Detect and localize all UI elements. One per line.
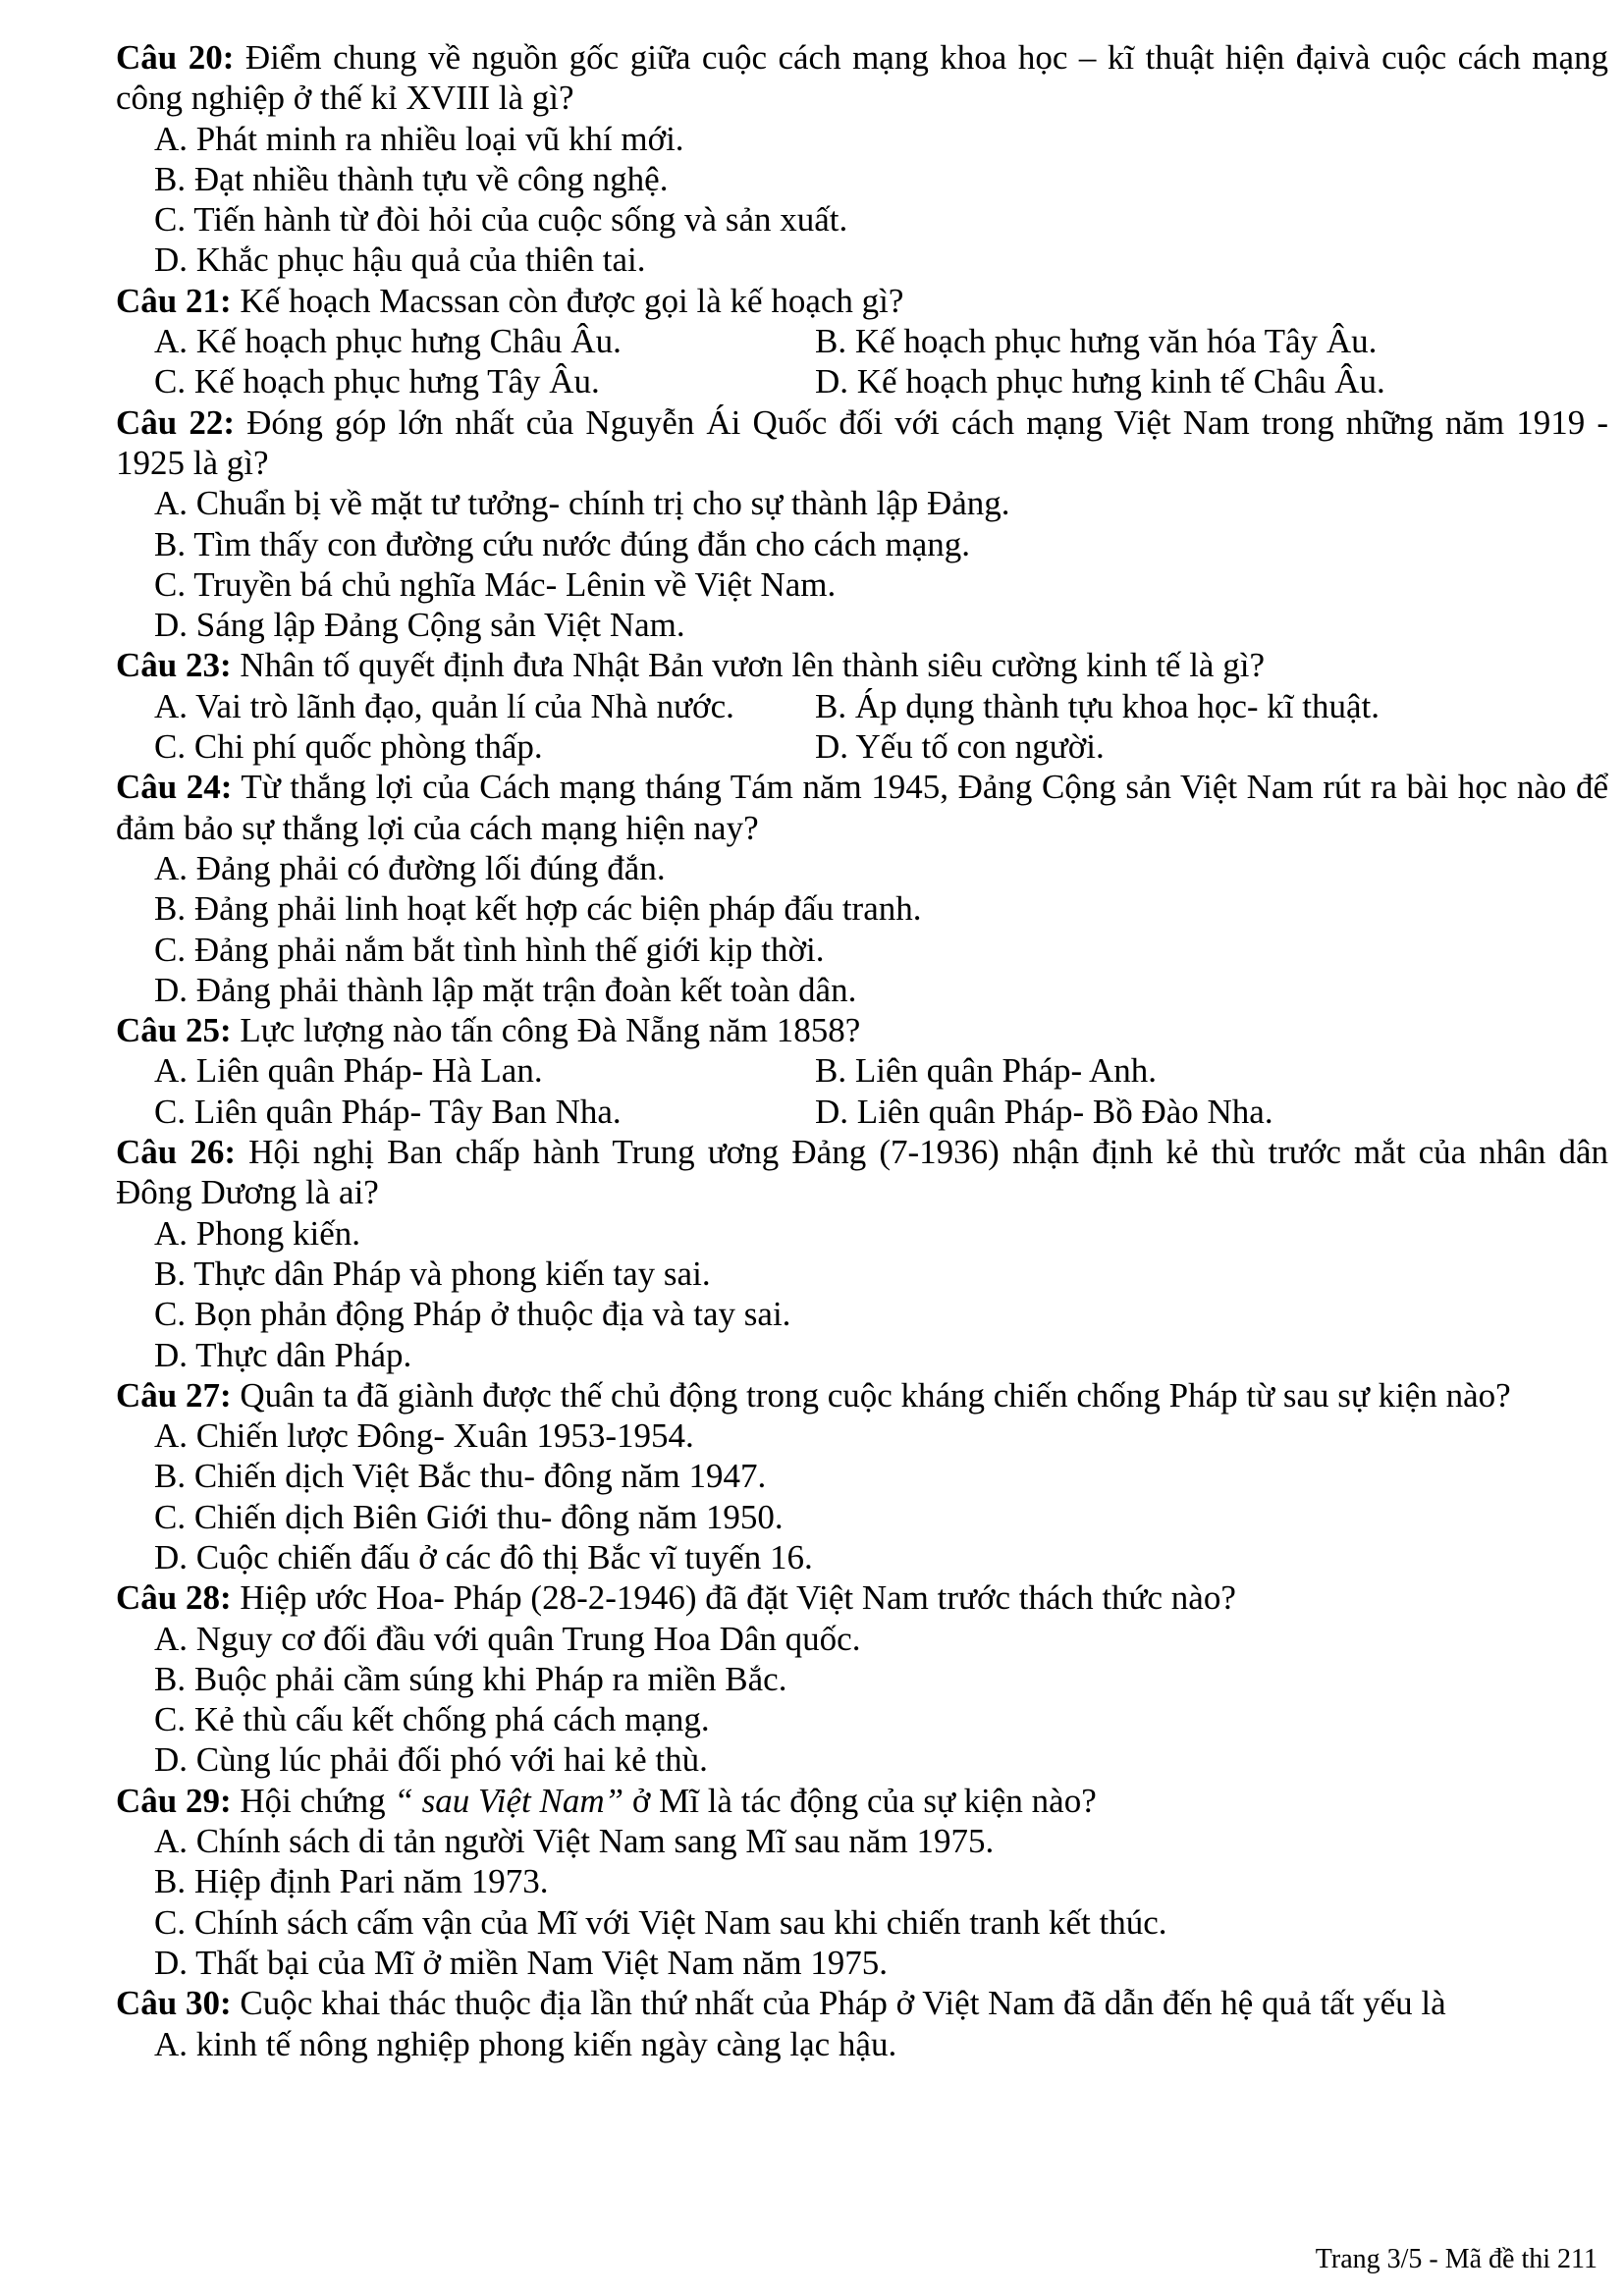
option-c: C. Chi phí quốc phòng thấp. bbox=[154, 727, 543, 767]
option-a: A. Chiến lược Đông- Xuân 1953-1954. bbox=[154, 1416, 694, 1456]
option-row bbox=[116, 361, 1608, 401]
option-row bbox=[116, 726, 1608, 767]
question-stem bbox=[116, 1010, 1608, 1050]
question-29 bbox=[116, 1781, 1608, 1983]
option-row bbox=[116, 686, 1608, 726]
option-b: B. Liên quân Pháp- Anh. bbox=[815, 1051, 1158, 1091]
question-stem bbox=[116, 1781, 1608, 1821]
option-d: D. Thất bại của Mĩ ở miền Nam Việt Nam năm 1975. bbox=[154, 1943, 889, 1982]
option-c: C. Chính sách cấm vận của Mĩ với Việt Nam sau khi chiến tranh kết thúc. bbox=[154, 1902, 1167, 1942]
question-text: Hiệp ước Hoa- Pháp (28-2-1946) đã đặt Việt Nam trước thách thức nào? bbox=[231, 1578, 1236, 1618]
question-stem bbox=[116, 402, 1608, 484]
question-text: Kế hoạch Macssan còn được gọi là kế hoạch gì? bbox=[231, 281, 904, 320]
question-20 bbox=[116, 37, 1608, 281]
option-b: B. Thực dân Pháp và phong kiến tay sai. bbox=[154, 1254, 711, 1293]
question-21 bbox=[116, 281, 1608, 402]
option-b: B. Đảng phải linh hoạt kết hợp các biện pháp đấu tranh. bbox=[154, 889, 922, 929]
option-c: C. Kế hoạch phục hưng Tây Âu. bbox=[154, 362, 600, 401]
option-b: B. Buộc phải cầm súng khi Pháp ra miền Bắc. bbox=[154, 1659, 787, 1698]
question-text: Hội chứng bbox=[231, 1781, 395, 1820]
option-c: C. Chiến dịch Biên Giới thu- đông năm 1950. bbox=[154, 1497, 784, 1536]
option-row bbox=[116, 1092, 1608, 1132]
option-d: D. Thực dân Pháp. bbox=[154, 1335, 412, 1374]
question-text: Cuộc khai thác thuộc địa lần thứ nhất của Pháp ở Việt Nam đã dẫn đến hệ quả tất yếu là bbox=[231, 1984, 1446, 2023]
option-b: B. Hiệp định Pari năm 1973. bbox=[154, 1862, 549, 1901]
page-footer: Trang 3/5 - Mã đề thi 211 bbox=[1315, 2244, 1597, 2274]
question-text: Lực lượng nào tấn công Đà Nẵng năm 1858? bbox=[231, 1011, 861, 1050]
option-d: D. Cuộc chiến đấu ở các đô thị Bắc vĩ tuyến 16. bbox=[154, 1537, 813, 1576]
option-d: D. Liên quân Pháp- Bồ Đào Nha. bbox=[815, 1092, 1273, 1131]
question-number: Câu 24: bbox=[116, 768, 233, 807]
option-a: A. Nguy cơ đối đầu với quân Trung Hoa Dân quốc. bbox=[154, 1619, 861, 1658]
question-26 bbox=[116, 1132, 1608, 1375]
option-a: A. Kế hoạch phục hưng Châu Âu. bbox=[154, 322, 622, 361]
question-stem bbox=[116, 37, 1608, 119]
option-b: B. Tìm thấy con đường cứu nước đúng đắn cho cách mạng. bbox=[154, 524, 971, 563]
question-text: Nhân tố quyết định đưa Nhật Bản vươn lên thành siêu cường kinh tế là gì? bbox=[231, 646, 1265, 685]
option-c: C. Kẻ thù cấu kết chống phá cách mạng. bbox=[154, 1700, 710, 1739]
option-row bbox=[116, 321, 1608, 361]
question-text: Đóng góp lớn nhất của Nguyễn Ái Quốc đối với cách mạng Việt Nam trong những năm 1919 - 1925 là gì? bbox=[116, 402, 1608, 482]
question-text-italic: “ sau Việt Nam” bbox=[394, 1781, 624, 1820]
question-stem bbox=[116, 1577, 1608, 1618]
question-text: Hội nghị Ban chấp hành Trung ương Đảng (7-1936) nhận định kẻ thù trước mắt của nhân dân Đông Dương là ai? bbox=[116, 1133, 1608, 1212]
question-stem bbox=[116, 1375, 1608, 1415]
option-a: A. Phong kiến. bbox=[154, 1213, 360, 1253]
question-stem bbox=[116, 1132, 1608, 1213]
option-d: D. Yếu tố con người. bbox=[815, 727, 1105, 767]
option-c: C. Liên quân Pháp- Tây Ban Nha. bbox=[154, 1092, 622, 1131]
question-number: Câu 27: bbox=[116, 1375, 232, 1415]
question-stem bbox=[116, 767, 1608, 848]
exam-page bbox=[116, 37, 1608, 2064]
question-22 bbox=[116, 402, 1608, 646]
question-stem bbox=[116, 281, 1608, 321]
question-text: ở Mĩ là tác động của sự kiện nào? bbox=[623, 1781, 1097, 1820]
question-number: Câu 25: bbox=[116, 1011, 232, 1050]
option-b: B. Kế hoạch phục hưng văn hóa Tây Âu. bbox=[815, 322, 1378, 361]
question-text: Quân ta đã giành được thế chủ động trong cuộc kháng chiến chống Pháp từ sau sự kiện nào? bbox=[231, 1375, 1511, 1415]
option-a: A. Liên quân Pháp- Hà Lan. bbox=[154, 1051, 543, 1091]
option-a: A. Chuẩn bị về mặt tư tưởng- chính trị cho sự thành lập Đảng. bbox=[154, 484, 1010, 523]
option-d: D. Đảng phải thành lập mặt trận đoàn kết toàn dân. bbox=[154, 970, 857, 1009]
option-c: C. Đảng phải nắm bắt tình hình thế giới kịp thời. bbox=[154, 930, 825, 969]
option-c: C. Tiến hành từ đòi hỏi của cuộc sống và sản xuất. bbox=[154, 200, 848, 240]
option-d: D. Cùng lúc phải đối phó với hai kẻ thù. bbox=[154, 1740, 708, 1780]
option-a: A. Chính sách di tản người Việt Nam sang Mĩ sau năm 1975. bbox=[154, 1822, 995, 1861]
question-24 bbox=[116, 767, 1608, 1010]
question-number: Câu 30: bbox=[116, 1984, 232, 2023]
option-c: C. Truyền bá chủ nghĩa Mác- Lênin về Việt Nam. bbox=[154, 564, 837, 604]
question-number: Câu 20: bbox=[116, 38, 235, 77]
question-number: Câu 22: bbox=[116, 402, 235, 442]
question-stem bbox=[116, 1983, 1608, 2023]
option-d: D. Sáng lập Đảng Cộng sản Việt Nam. bbox=[154, 606, 685, 645]
question-number: Câu 23: bbox=[116, 646, 232, 685]
question-25 bbox=[116, 1010, 1608, 1132]
option-d: D. Kế hoạch phục hưng kinh tế Châu Âu. bbox=[815, 362, 1385, 401]
option-c: C. Bọn phản động Pháp ở thuộc địa và tay sai. bbox=[154, 1295, 791, 1334]
option-row bbox=[116, 1050, 1608, 1091]
question-text: Điểm chung về nguồn gốc giữa cuộc cách mạng khoa học – kĩ thuật hiện đạivà cuộc cách mạng công nghiệp ở thế kỉ XVIII là gì? bbox=[116, 38, 1608, 118]
option-a: A. kinh tế nông nghiệp phong kiến ngày càng lạc hậu. bbox=[154, 2024, 897, 2063]
question-23 bbox=[116, 645, 1608, 767]
question-30 bbox=[116, 1983, 1608, 2064]
question-stem bbox=[116, 645, 1608, 685]
question-28 bbox=[116, 1577, 1608, 1780]
option-a: A. Vai trò lãnh đạo, quản lí của Nhà nước. bbox=[154, 686, 734, 725]
question-number: Câu 21: bbox=[116, 281, 232, 320]
option-b: B. Áp dụng thành tựu khoa học- kĩ thuật. bbox=[815, 686, 1380, 725]
question-27 bbox=[116, 1375, 1608, 1577]
option-a: A. Phát minh ra nhiều loại vũ khí mới. bbox=[154, 119, 684, 158]
option-d: D. Khắc phục hậu quả của thiên tai. bbox=[154, 240, 646, 280]
option-b: B. Đạt nhiều thành tựu về công nghệ. bbox=[154, 159, 669, 198]
question-number: Câu 28: bbox=[116, 1578, 232, 1618]
option-b: B. Chiến dịch Việt Bắc thu- đông năm 1947. bbox=[154, 1457, 767, 1496]
question-number: Câu 26: bbox=[116, 1133, 237, 1172]
question-number: Câu 29: bbox=[116, 1781, 232, 1820]
option-a: A. Đảng phải có đường lối đúng đắn. bbox=[154, 848, 666, 887]
question-text: Từ thắng lợi của Cách mạng tháng Tám năm 1945, Đảng Cộng sản Việt Nam rút ra bài học nào để đảm bảo sự thắng lợi của cách mạng hiện nay? bbox=[116, 768, 1609, 847]
